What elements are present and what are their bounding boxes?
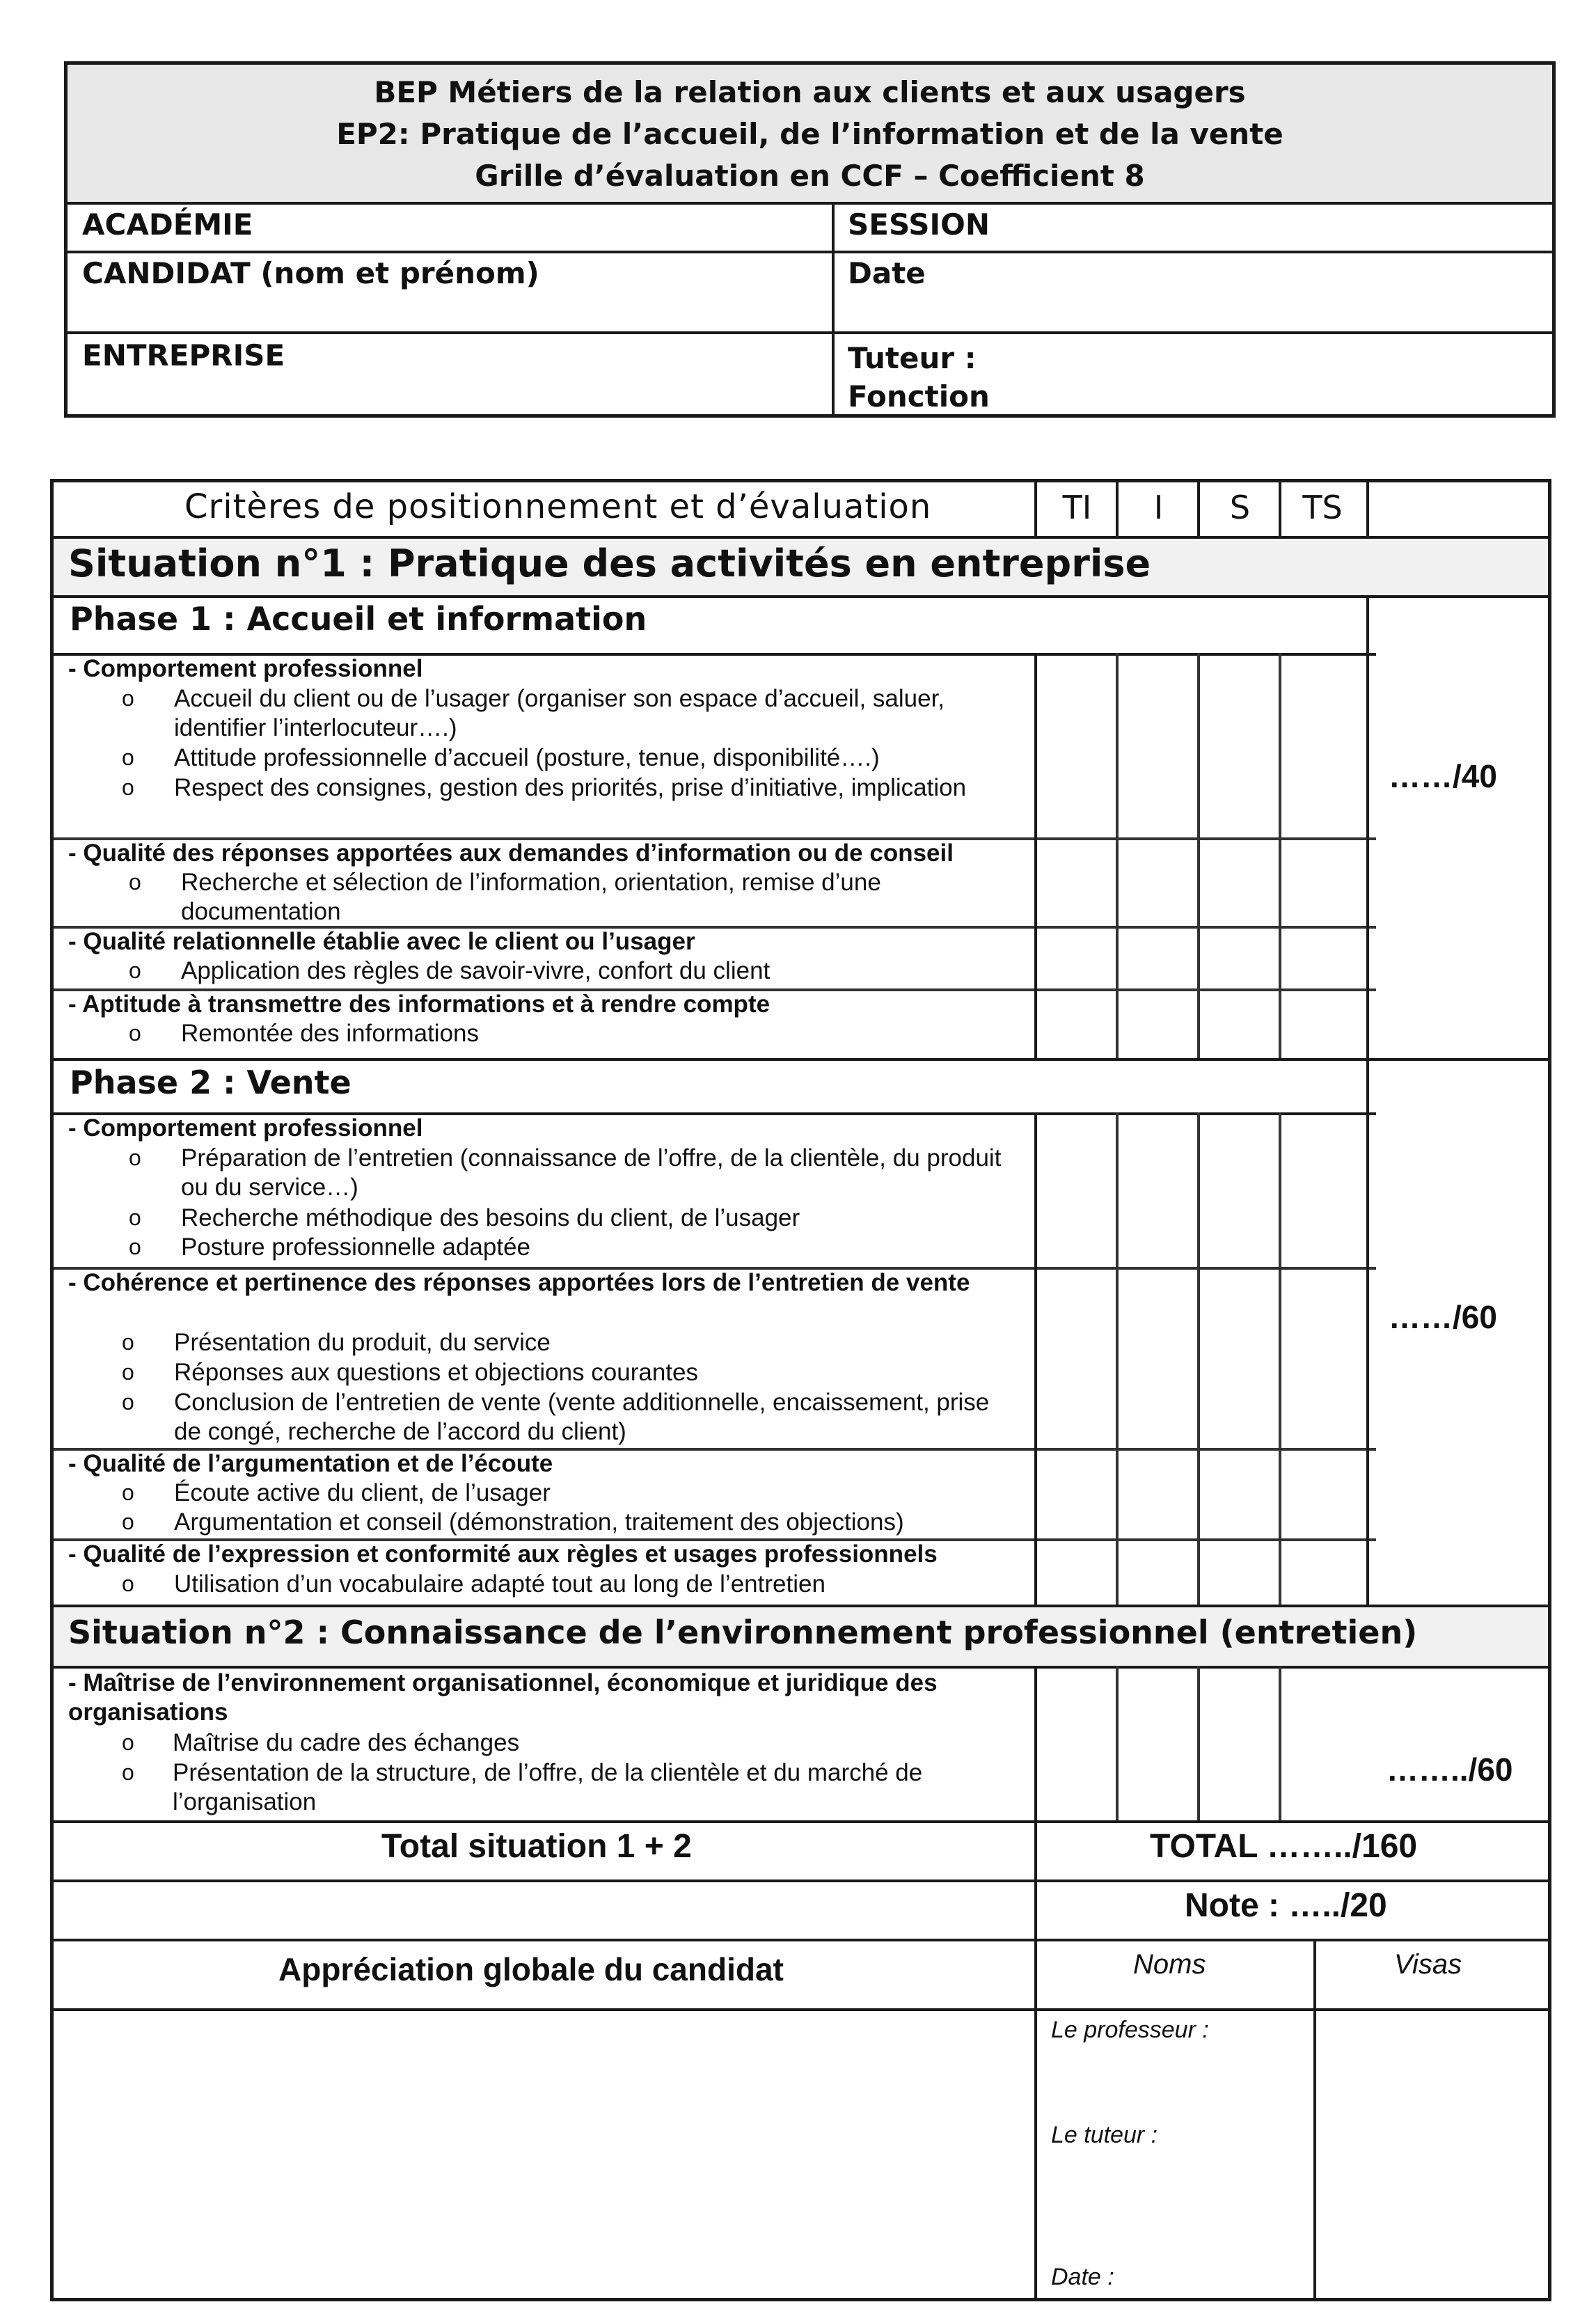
p2-crit-3-item-2: Argumentation et conseil (démonstration, traitement des objections)	[174, 1508, 904, 1536]
p1-crit-2-title: - Qualité des réponses apportées aux demandes d’information ou de conseil	[68, 840, 954, 867]
date-label: Date	[848, 256, 926, 290]
bullet-icon: o	[129, 1234, 141, 1259]
situation-2-score: ……../60	[1386, 1751, 1513, 1788]
bullet-icon: o	[129, 958, 141, 983]
bullet-icon: o	[122, 1480, 134, 1505]
academie-label: ACADÉMIE	[82, 207, 253, 242]
bullet-icon: o	[129, 869, 141, 895]
p2-crit-3-title: - Qualité de l’argumentation et de l’écoute	[68, 1450, 553, 1477]
p1-crit-1-item-2: Attitude professionnelle d’accueil (posture, tenue, disponibilité….)	[174, 744, 880, 771]
noms-label: Noms	[1133, 1949, 1206, 1980]
p2-crit-1-item-2: Recherche méthodique des besoins du client, de l’usager	[181, 1204, 800, 1231]
bullet-icon: o	[122, 1730, 134, 1755]
bullet-icon: o	[129, 1020, 141, 1046]
situation-1-title: Situation n°1 : Pratique des activités en entreprise	[68, 542, 1151, 585]
col-i: I	[1153, 489, 1164, 526]
p2-crit-2-item-3: Conclusion de l’entretien de vente (vente additionnelle, encaissement, prise de congé, recherche de l’accord du client)	[174, 1389, 990, 1445]
p1-crit-3-item-1: Application des règles de savoir-vivre, confort du client	[181, 957, 771, 984]
p2-crit-2-item-2: Réponses aux questions et objections courantes	[174, 1359, 698, 1386]
p1-crit-4-title: - Aptitude à transmettre des informations et à rendre compte	[68, 991, 771, 1018]
p1-crit-3-title: - Qualité relationnelle établie avec le client ou l’usager	[68, 928, 695, 955]
phase-2-score: ……/60	[1389, 1299, 1497, 1335]
appreciation-label: Appréciation globale du candidat	[278, 1951, 784, 1987]
s2-crit-1-item-1: Maîtrise du cadre des échanges	[173, 1729, 520, 1756]
col-ts: TS	[1302, 489, 1343, 526]
s2-crit-1-title: - Maîtrise de l’environnement organisationnel, économique et juridique des organisations	[68, 1669, 938, 1726]
header-line-2: EP2: Pratique de l’accueil, de l’information et de la vente	[336, 117, 1283, 151]
situation-2-title: Situation n°2 : Connaissance de l’environnement professionnel (entretien)	[68, 1614, 1418, 1651]
session-label: SESSION	[848, 207, 990, 242]
phase-2-title: Phase 2 : Vente	[70, 1064, 351, 1101]
bullet-icon: o	[122, 1509, 134, 1534]
fonction-label: Fonction	[848, 379, 990, 413]
total-label: Total situation 1 + 2	[381, 1828, 692, 1865]
bullet-icon: o	[122, 775, 134, 800]
p2-crit-1-item-1: Préparation de l’entretien (connaissance de l’offre, de la clientèle, du produit ou du service…)	[181, 1144, 1002, 1201]
col-ti: TI	[1062, 489, 1092, 526]
criteria-header: Critères de positionnement et d’évaluation	[184, 487, 932, 526]
bullet-icon: o	[122, 1330, 134, 1355]
header-line-3: Grille d’évaluation en CCF – Coefficient 8	[475, 159, 1145, 193]
bullet-icon: o	[122, 1571, 134, 1596]
p2-crit-3-item-1: Écoute active du client, de l’usager	[174, 1479, 551, 1506]
p1-crit-1-item-1: Accueil du client ou de l’usager (organiser son espace d’accueil, saluer, identifier l’interlocuteur….)	[174, 685, 945, 741]
candidat-label: CANDIDAT (nom et prénom)	[82, 256, 539, 290]
entreprise-label: ENTREPRISE	[82, 338, 285, 372]
header-title-block	[68, 65, 1552, 202]
phase-1-score: ……/40	[1389, 758, 1497, 794]
professeur-label: Le professeur :	[1051, 2017, 1209, 2043]
note-value: Note : …../20	[1185, 1887, 1387, 1924]
tuteur-label: Tuteur :	[848, 341, 977, 375]
bullet-icon: o	[122, 1360, 134, 1385]
p1-crit-4-item-1: Remontée des informations	[181, 1020, 479, 1047]
tuteur-label: Le tuteur :	[1051, 2122, 1158, 2148]
bullet-icon: o	[122, 1389, 134, 1414]
header-line-1: BEP Métiers de la relation aux clients et aux usagers	[374, 75, 1246, 109]
p1-crit-1-item-3: Respect des consignes, gestion des priorités, prise d’initiative, implication	[174, 774, 967, 801]
p2-crit-2-item-1: Présentation du produit, du service	[174, 1329, 551, 1356]
p2-crit-2-title: - Cohérence et pertinence des réponses apportées lors de l’entretien de vente	[68, 1269, 970, 1296]
p2-crit-1-item-3: Posture professionnelle adaptée	[181, 1234, 531, 1261]
p2-crit-1-title: - Comportement professionnel	[68, 1114, 423, 1142]
p1-crit-2-item-1: Recherche et sélection de l’information, orientation, remise d’une documentation	[181, 869, 881, 925]
date-label: Date :	[1051, 2264, 1114, 2290]
p1-crit-1-title: - Comportement professionnel	[68, 655, 423, 682]
p2-crit-4-title: - Qualité de l’expression et conformité aux règles et usages professionnels	[68, 1540, 938, 1568]
col-s: S	[1229, 489, 1251, 526]
bullet-icon: o	[129, 1145, 141, 1170]
bullet-icon: o	[122, 745, 134, 770]
p2-crit-4-item-1: Utilisation d’un vocabulaire adapté tout au long de l’entretien	[174, 1570, 825, 1598]
bullet-icon: o	[129, 1205, 141, 1230]
s2-crit-1-item-2: Présentation de la structure, de l’offre, de la clientèle et du marché de l’organisation	[173, 1759, 923, 1815]
total-value: TOTAL ……../160	[1150, 1828, 1418, 1865]
visas-label: Visas	[1394, 1949, 1462, 1980]
phase-1-title: Phase 1 : Accueil et information	[70, 600, 647, 638]
bullet-icon: o	[122, 1760, 134, 1785]
bullet-icon: o	[122, 686, 134, 711]
